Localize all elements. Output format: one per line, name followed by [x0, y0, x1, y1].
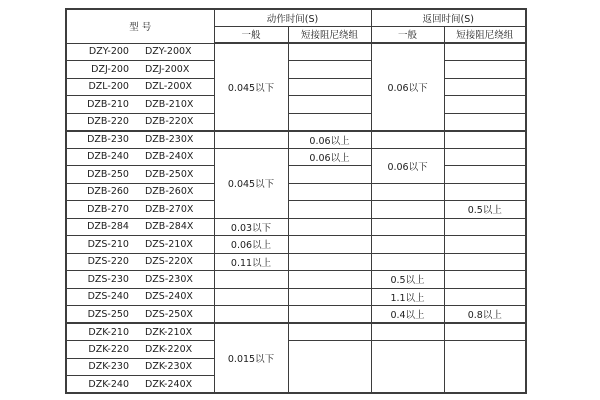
return-damping-cell — [444, 96, 526, 114]
model-name-x: DZY-200X — [144, 46, 192, 58]
return-damping-cell: 0.5以上 — [444, 201, 526, 219]
table-row — [66, 341, 526, 359]
action-general-header: 一般 — [214, 26, 288, 43]
model-cell — [66, 61, 214, 79]
model-name: DZB-250 — [87, 168, 129, 180]
model-cell — [66, 183, 214, 201]
action-general-cell — [214, 306, 288, 324]
action-damping-cell — [288, 166, 371, 184]
model-name: DZB-220 — [87, 116, 129, 127]
model-cell — [66, 376, 214, 394]
model-cell — [66, 78, 214, 96]
action-time-header: 动作时间(S) — [214, 9, 371, 26]
model-name: DZS-250 — [87, 308, 129, 320]
action-damping-cell — [288, 113, 371, 131]
model-cell — [66, 253, 214, 271]
table-row — [66, 43, 526, 61]
model-name: DZS-230 — [87, 273, 129, 285]
return-damping-cell — [444, 43, 526, 61]
action-general-cell: 0.015以下 — [214, 323, 288, 393]
return-general-cell: 0.5以上 — [371, 271, 444, 289]
model-name: DZB-270 — [87, 203, 129, 215]
action-general-cell — [214, 288, 288, 306]
action-damping-cell — [288, 323, 371, 341]
model-cell — [66, 358, 214, 376]
return-general-cell: 0.06以下 — [371, 43, 444, 131]
return-general-cell — [371, 131, 444, 149]
model-cell — [66, 288, 214, 306]
action-damping-cell — [288, 306, 371, 324]
return-damping-cell — [444, 61, 526, 79]
model-cell — [66, 236, 214, 254]
return-damping-cell — [444, 183, 526, 201]
table-row — [66, 323, 526, 341]
return-damping-cell — [444, 341, 526, 394]
action-damping-cell — [288, 183, 371, 201]
return-general-cell — [371, 218, 444, 236]
model-name: DZS-210 — [87, 238, 129, 250]
action-damping-cell — [288, 271, 371, 289]
model-name: DZL-200 — [88, 81, 129, 93]
model-name-x: DZB-230X — [144, 134, 194, 145]
model-name-x: DZJ-200X — [145, 63, 190, 75]
action-general-cell — [214, 131, 288, 149]
return-damping-cell — [444, 271, 526, 289]
model-name-x: DZS-250X — [144, 308, 193, 320]
table-row — [66, 201, 526, 219]
table-row — [66, 96, 526, 114]
model-name: DZK-210 — [88, 326, 129, 338]
model-name: DZB-240 — [87, 151, 129, 163]
model-name: DZK-220 — [88, 343, 129, 355]
return-damping-cell — [444, 131, 526, 149]
model-name-x: DZB-270X — [144, 203, 194, 215]
table-row — [66, 306, 526, 324]
model-name: DZJ-200 — [91, 63, 129, 75]
model-name-x: DZB-260X — [144, 186, 194, 198]
model-header: 型 号 — [66, 9, 214, 43]
model-cell — [66, 43, 214, 61]
action-damping-cell — [288, 218, 371, 236]
action-damping-cell — [288, 43, 371, 61]
action-damping-cell: 0.06以上 — [288, 131, 371, 149]
model-name: DZB-230 — [87, 134, 129, 145]
table-row — [66, 183, 526, 201]
model-name-x: DZL-200X — [144, 81, 193, 93]
return-damping-cell — [444, 78, 526, 96]
table-row — [66, 61, 526, 79]
action-damping-cell — [288, 341, 371, 394]
model-name-x: DZK-210X — [145, 326, 193, 338]
model-cell — [66, 341, 214, 359]
table-row — [66, 288, 526, 306]
action-general-cell: 0.06以上 — [214, 236, 288, 254]
return-damping-cell — [444, 288, 526, 306]
model-cell — [66, 218, 214, 236]
relay-spec-table — [65, 8, 527, 394]
model-name-x: DZS-230X — [144, 273, 193, 285]
return-damping-cell — [444, 113, 526, 131]
model-name-x: DZB-240X — [144, 151, 194, 163]
table-row — [66, 271, 526, 289]
action-damping-cell — [288, 96, 371, 114]
action-general-cell: 0.11以上 — [214, 253, 288, 271]
model-name-x: DZB-250X — [144, 168, 194, 180]
action-damping-cell: 0.06以上 — [288, 148, 371, 166]
return-damping-header: 短接阻尼绕组 — [444, 26, 526, 43]
return-general-cell — [371, 183, 444, 201]
model-cell — [66, 131, 214, 149]
table-header — [66, 9, 526, 43]
model-cell — [66, 113, 214, 131]
table-row — [66, 113, 526, 131]
return-general-cell: 0.06以下 — [371, 148, 444, 183]
table-row — [66, 148, 526, 166]
model-cell — [66, 306, 214, 324]
model-name: DZY-200 — [88, 46, 129, 58]
model-name-x: DZK-240X — [145, 378, 193, 390]
model-cell — [66, 148, 214, 166]
model-name-x: DZS-210X — [144, 238, 193, 250]
return-damping-cell — [444, 166, 526, 184]
model-name-x: DZB-284X — [144, 221, 194, 233]
return-damping-cell: 0.8以上 — [444, 306, 526, 324]
model-cell — [66, 271, 214, 289]
action-general-cell: 0.03以下 — [214, 218, 288, 236]
action-damping-cell — [288, 236, 371, 254]
model-name-x: DZB-220X — [144, 116, 194, 127]
model-cell — [66, 201, 214, 219]
model-name: DZK-240 — [88, 378, 129, 390]
return-general-cell: 1.1以上 — [371, 288, 444, 306]
return-damping-cell — [444, 148, 526, 166]
model-cell — [66, 166, 214, 184]
action-damping-cell — [288, 78, 371, 96]
table-row — [66, 218, 526, 236]
return-damping-cell — [444, 236, 526, 254]
return-time-header: 返回时间(S) — [371, 9, 526, 26]
model-name-x: DZK-220X — [145, 343, 193, 355]
model-cell — [66, 323, 214, 341]
table-row — [66, 166, 526, 184]
model-name: DZB-210 — [87, 98, 129, 110]
return-general-cell — [371, 236, 444, 254]
return-general-cell — [371, 253, 444, 271]
action-damping-cell — [288, 253, 371, 271]
return-general-cell: 0.4以上 — [371, 306, 444, 324]
model-name: DZS-220 — [87, 256, 129, 268]
action-damping-header: 短接阻尼绕组 — [288, 26, 371, 43]
table-row — [66, 236, 526, 254]
action-general-cell — [214, 271, 288, 289]
model-name-x: DZS-240X — [144, 291, 193, 303]
model-name: DZB-260 — [87, 186, 129, 198]
table-row — [66, 253, 526, 271]
model-name: DZS-240 — [87, 291, 129, 303]
action-damping-cell — [288, 288, 371, 306]
action-general-cell: 0.045以下 — [214, 43, 288, 131]
return-general-cell — [371, 201, 444, 219]
model-name-x: DZB-210X — [144, 98, 194, 110]
model-name: DZB-284 — [87, 221, 129, 233]
model-name-x: DZK-230X — [145, 361, 193, 373]
return-general-header: 一般 — [371, 26, 444, 43]
model-cell — [66, 96, 214, 114]
model-name: DZK-230 — [88, 361, 129, 373]
table-row — [66, 131, 526, 149]
table-row — [66, 78, 526, 96]
action-damping-cell — [288, 201, 371, 219]
return-damping-cell — [444, 323, 526, 341]
model-name-x: DZS-220X — [144, 256, 193, 268]
return-damping-cell — [444, 253, 526, 271]
return-general-cell — [371, 323, 444, 341]
action-damping-cell — [288, 61, 371, 79]
return-general-cell — [371, 341, 444, 394]
return-damping-cell — [444, 218, 526, 236]
header-row-groups — [66, 9, 526, 26]
action-general-cell: 0.045以下 — [214, 148, 288, 218]
table-body — [66, 43, 526, 393]
